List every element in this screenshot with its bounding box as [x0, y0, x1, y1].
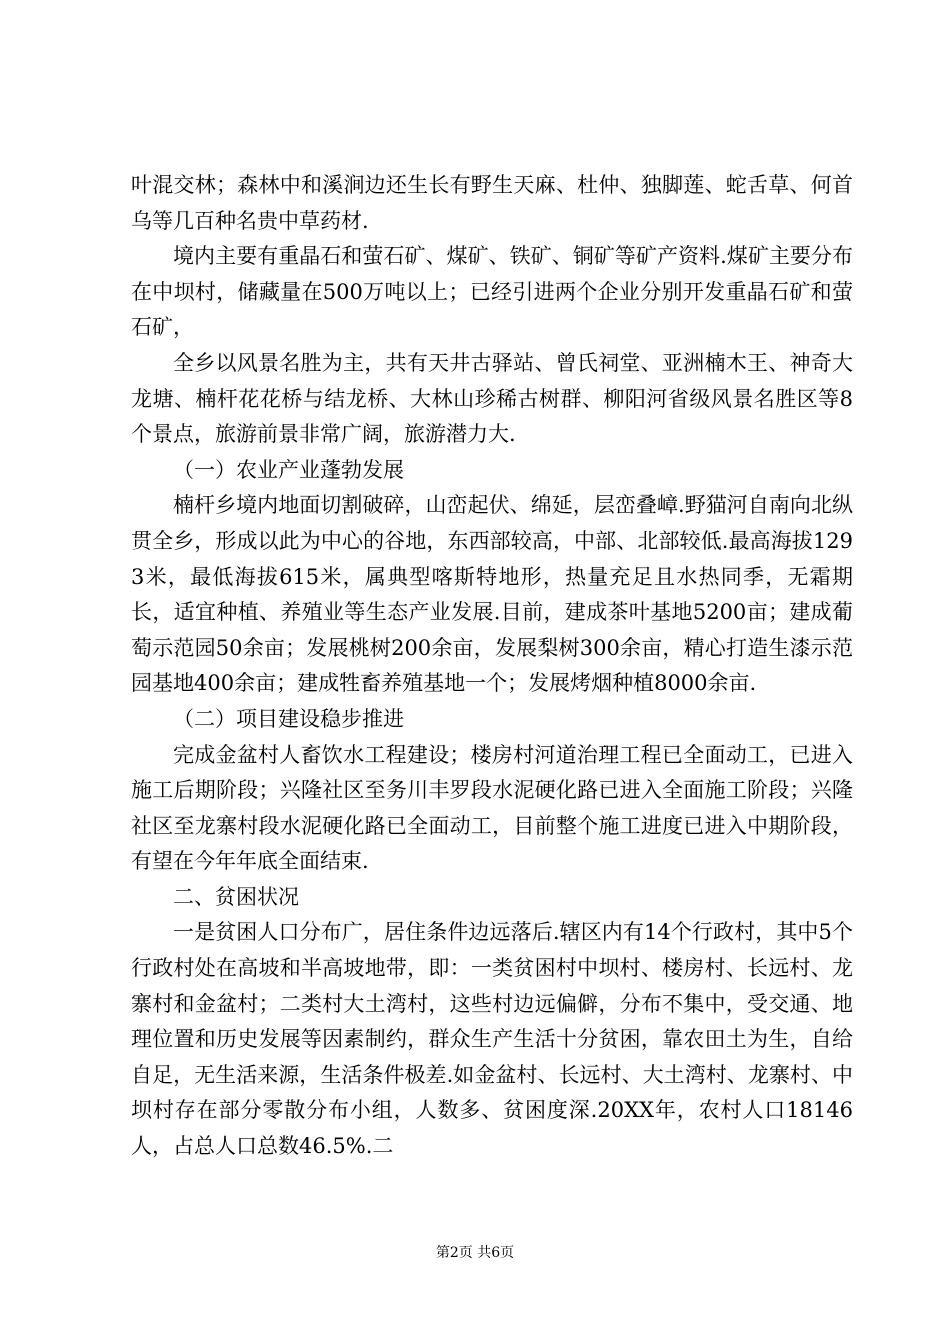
heading-agriculture: （一）农业产业蓬勃发展: [173, 457, 404, 482]
document-body: [131, 168, 853, 1165]
paragraph-minerals: 境内主要有重晶石和萤石矿、煤矿、铁矿、铜矿等矿产资料.煤矿主要分布在中坝村，储藏量在500万吨以上；已经引进两个企业分别开发重晶石矿和萤石矿，: [131, 244, 853, 340]
paragraph-herbs: 叶混交林；森林中和溪涧边还生长有野生天麻、杜仲、独脚莲、蛇舌草、何首乌等几百种名贵中草药材.: [131, 173, 853, 233]
paragraph-scenery: 全乡以风景名胜为主，共有天井古驿站、曾氏祠堂、亚洲楠木王、神奇大龙塘、楠杆花花桥与结龙桥、大林山珍稀古树群、柳阳河省级风景名胜区等8个景点，旅游前景非常广阔，旅游潜力大.: [131, 350, 853, 447]
paragraph-agriculture: 楠杆乡境内地面切割破碎，山峦起伏、绵延，层峦叠嶂.野猫河自南向北纵贯全乡，形成以此为中心的谷地，东西部较高，中部、北部较低.最高海拔1293米，最低海拔615米，属典型喀斯特地形，热量充足且水热同季，无霜期长，适宜种植、养殖业等生态产业发展.目前，建成茶叶基地5200亩；建成葡萄示范园50余亩；发展桃树200余亩，发展梨树300余亩，精心打造生漆示范园基地400余亩；建成牲畜养殖基地一个；发展烤烟种植8000余亩.: [131, 493, 853, 696]
paragraph-projects: 完成金盆村人畜饮水工程建设；楼房村河道治理工程已全面动工，已进入施工后期阶段；兴隆社区至务川丰罗段水泥硬化路已进入全面施工阶段；兴隆社区至龙寨村段水泥硬化路已全面动工，目前整个施工进度已进入中期阶段，有望在今年年底全面结束.: [131, 742, 853, 874]
paragraph-poverty: 一是贫困人口分布广，居住条件边远落后.辖区内有14个行政村，其中5个行政村处在高坡和半高坡地带，即：一类贫困村中坝村、楼房村、长远村、龙寨村和金盆村；二类村大土湾村，这些村边远偏僻，分布不集中，受交通、地理位置和历史发展等因素制约，群众生产生活十分贫困，靠农田土为生，自给自足，无生活来源，生活条件极差.如金盆村、长远村、大土湾村、龙寨村、中坝村存在部分零散分布小组，人数多、贫困度深.20XX年，农村人口18146人，占总人口总数46.5%.二: [131, 920, 853, 1159]
heading-poverty: 二、贫困状况: [173, 884, 299, 909]
heading-projects: （二）项目建设稳步推进: [173, 706, 404, 731]
page-footer: 第2页 共6页: [435, 1245, 515, 1261]
